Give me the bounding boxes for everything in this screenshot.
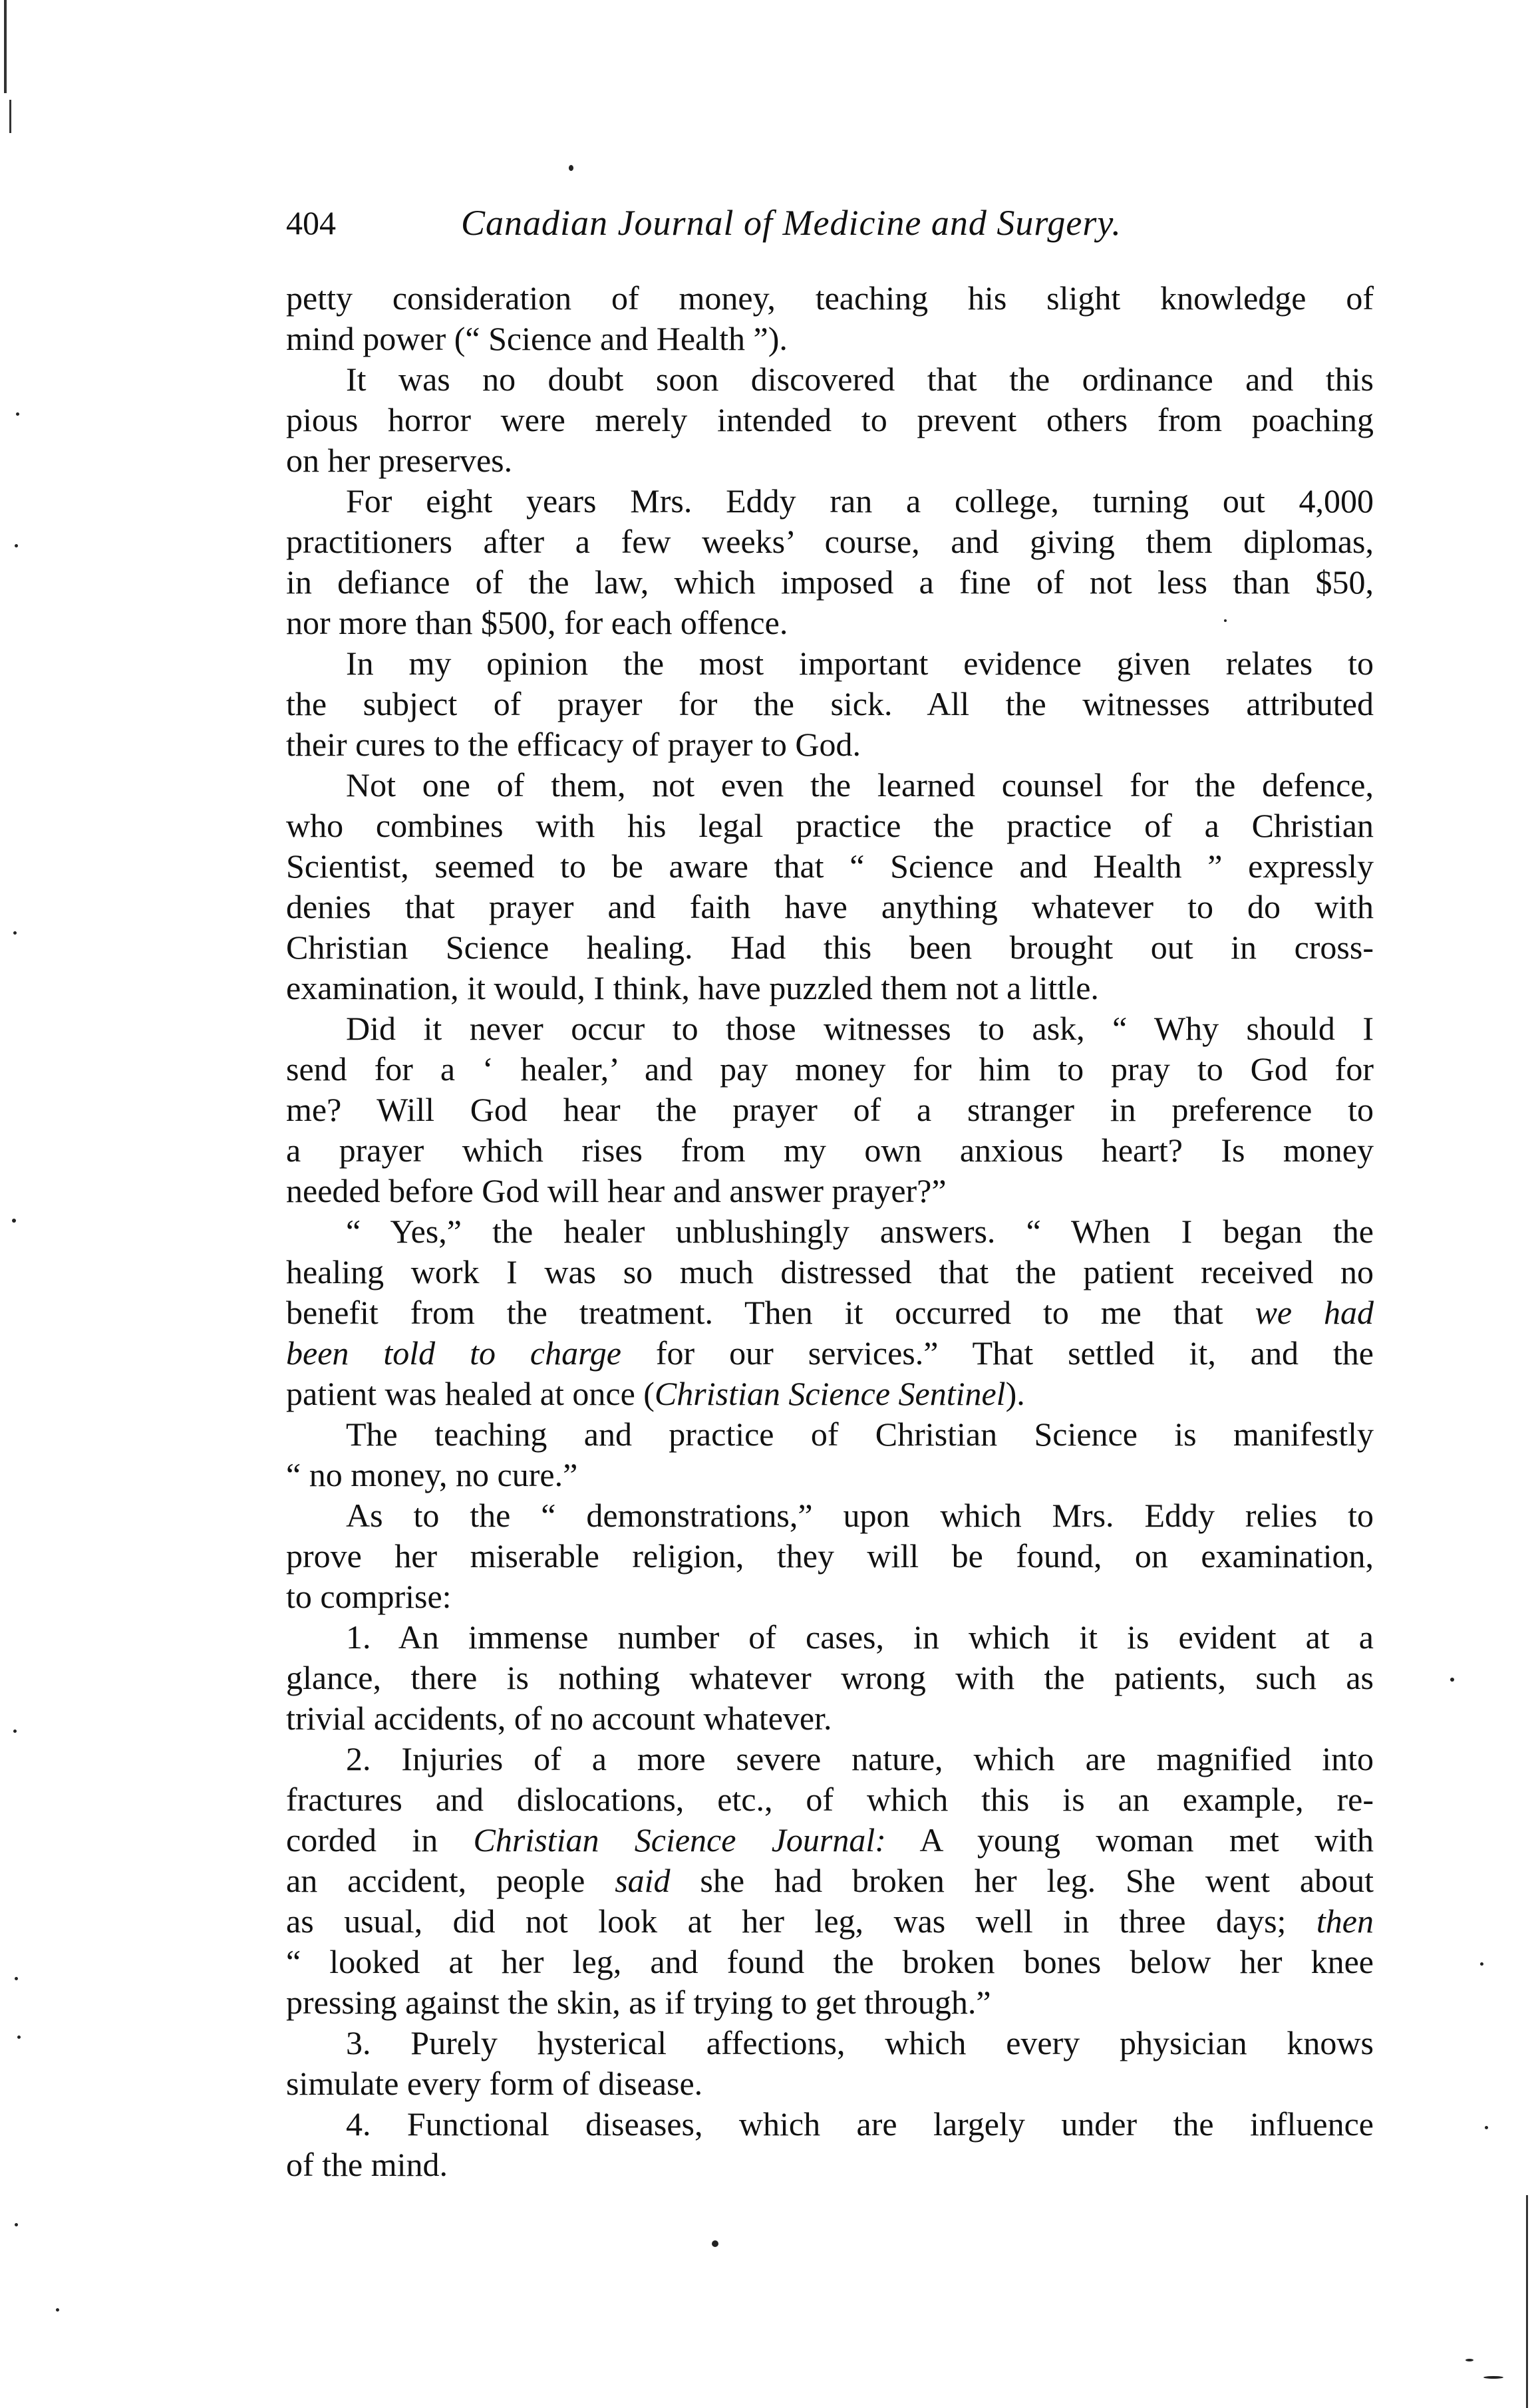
- text-line: practitioners after a few weeks’ course, and giving them diplomas,: [286, 523, 1374, 560]
- page-header: [286, 193, 1377, 253]
- left-margin-mark: [4, 0, 7, 93]
- running-title: Canadian Journal of Medicine and Surgery.: [461, 203, 1122, 243]
- text-line: simulate every form of disease.: [286, 2065, 703, 2102]
- text-line: prove her miserable religion, they will be found, on examination,: [286, 1537, 1374, 1575]
- text-line: patient was healed at once (Christian Science Sentinel).: [286, 1375, 1025, 1412]
- text-line: send for a ‘ healer,’ and pay money for him to pray to God for: [286, 1050, 1374, 1088]
- page-number: 404: [286, 204, 336, 241]
- text-line: “ no money, no cure.”: [286, 1456, 578, 1493]
- text-line: trivial accidents, of no account whatever.: [286, 1700, 832, 1737]
- text-line: pressing against the skin, as if trying to get through.”: [286, 1984, 991, 2021]
- text-line: benefit from the treatment. Then it occurred to me that we had: [286, 1294, 1374, 1331]
- text-line: mind power (“ Science and Health ”).: [286, 320, 788, 357]
- text-line: glance, there is nothing whatever wrong with the patients, such as: [286, 1659, 1374, 1696]
- text-line: been told to charge for our services.” That settled it, and the: [286, 1334, 1374, 1372]
- text-line: It was no doubt soon discovered that the ordinance and this: [346, 361, 1374, 398]
- text-line: For eight years Mrs. Eddy ran a college, turning out 4,000: [346, 482, 1374, 520]
- article-body: [286, 278, 1374, 2185]
- text-line: 2. Injuries of a more severe nature, which are magnified into: [346, 1740, 1374, 1777]
- text-line: Christian Science healing. Had this been brought out in cross-: [286, 929, 1374, 966]
- text-line: fractures and dislocations, etc., of which this is an example, re-: [286, 1781, 1374, 1818]
- text-line: The teaching and practice of Christian Science is manifestly: [346, 1416, 1374, 1453]
- text-line: who combines with his legal practice the practice of a Christian: [286, 807, 1374, 844]
- text-line: 1. An immense number of cases, in which it is evident at a: [346, 1618, 1374, 1656]
- text-line: petty consideration of money, teaching his slight knowledge of: [286, 279, 1374, 317]
- right-edge-mark: [1526, 2195, 1528, 2408]
- text-line: examination, it would, I think, have puzzled them not a little.: [286, 969, 1099, 1006]
- text-line: the subject of prayer for the sick. All the witnesses attributed: [286, 685, 1374, 722]
- text-line: 3. Purely hysterical affections, which every physician knows: [346, 2024, 1374, 2061]
- text-line: pious horror were merely intended to prevent others from poaching: [286, 401, 1374, 438]
- text-line: nor more than $500, for each offence.: [286, 604, 788, 641]
- text-line: a prayer which rises from my own anxious heart? Is money: [286, 1131, 1374, 1169]
- left-margin-mark: [9, 100, 11, 133]
- text-line: As to the “ demonstrations,” upon which Mrs. Eddy relies to: [346, 1497, 1374, 1534]
- text-line: in defiance of the law, which imposed a fine of not less than $50,: [286, 563, 1374, 601]
- text-line: an accident, people said she had broken her leg. She went about: [286, 1862, 1374, 1899]
- text-line: their cures to the efficacy of prayer to God.: [286, 726, 861, 763]
- text-line: 4. Functional diseases, which are largely under the influence: [346, 2105, 1374, 2143]
- text-line: as usual, did not look at her leg, was well in three days; then: [286, 1902, 1374, 1940]
- text-line: to comprise:: [286, 1578, 452, 1615]
- text-line: healing work I was so much distressed that the patient received no: [286, 1253, 1374, 1290]
- text-line: me? Will God hear the prayer of a stranger in preference to: [286, 1091, 1374, 1128]
- text-line: In my opinion the most important evidence given relates to: [346, 645, 1374, 682]
- text-line: Did it never occur to those witnesses to ask, “ Why should I: [346, 1010, 1374, 1047]
- text-line: of the mind.: [286, 2146, 448, 2183]
- text-line: needed before God will hear and answer prayer?”: [286, 1172, 947, 1209]
- text-line: “ Yes,” the healer unblushingly answers. “ When I began the: [346, 1213, 1374, 1250]
- text-line: on her preserves.: [286, 442, 513, 479]
- text-line: corded in Christian Science Journal: A young woman met with: [286, 1821, 1374, 1859]
- text-line: Scientist, seemed to be aware that “ Science and Health ” expressly: [286, 847, 1374, 885]
- text-line: “ looked at her leg, and found the broken bones below her knee: [286, 1943, 1374, 1980]
- text-line: Not one of them, not even the learned counsel for the defence,: [346, 766, 1374, 804]
- text-line: denies that prayer and faith have anything whatever to do with: [286, 888, 1374, 925]
